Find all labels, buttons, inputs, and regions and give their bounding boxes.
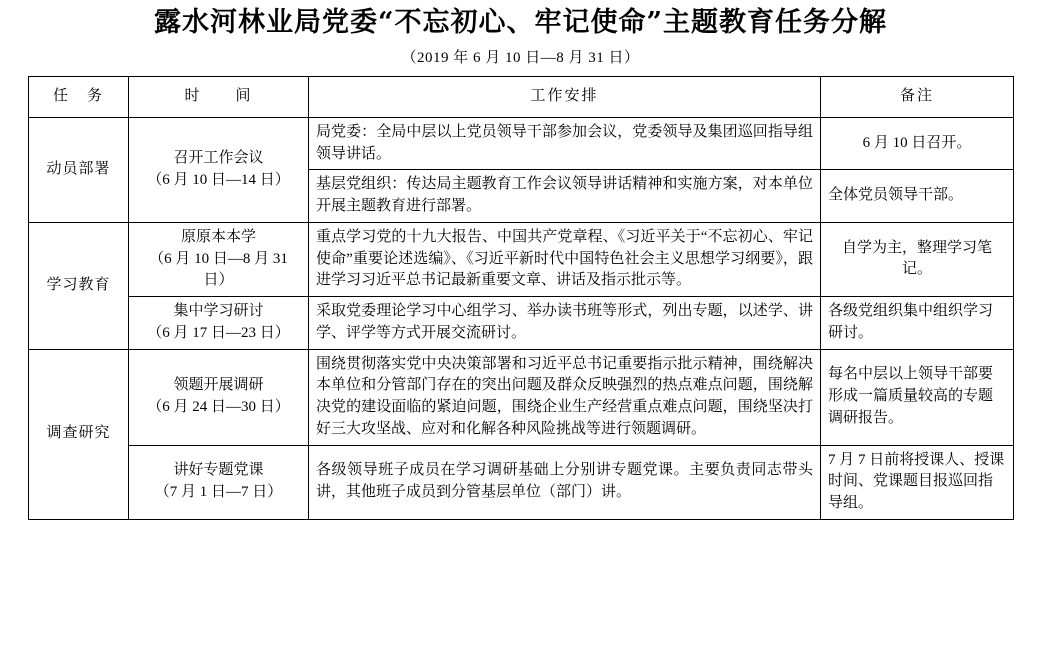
cell-time-line2: （6 月 10 日—8 月 31 日） [149, 250, 288, 289]
cell-task: 学习教育 [29, 222, 129, 349]
column-header-task: 任 务 [29, 76, 129, 117]
document-page [0, 6, 1041, 645]
table-row [29, 445, 1014, 519]
cell-time-line1: 讲好专题党课 [173, 462, 264, 479]
cell-time-line2: （6 月 24 日—30 日） [147, 399, 290, 415]
column-header-note: 备注 [821, 76, 1014, 117]
table-row [29, 117, 1014, 170]
column-header-time: 时 间 [129, 76, 309, 117]
cell-work: 基层党组织：传达局主题教育工作会议领导讲话精神和实施方案，对本单位开展主题教育进行部署。 [309, 170, 821, 223]
cell-note: 各级党组织集中组织学习研讨。 [821, 297, 1014, 350]
cell-work: 各级领导班子成员在学习调研基础上分别讲专题党课。主要负责同志带头讲，其他班子成员到分管基层单位（部门）讲。 [309, 445, 821, 519]
cell-time-line1: 召开工作会议 [173, 150, 264, 166]
table-body [29, 117, 1014, 519]
table-header [29, 76, 1014, 117]
cell-time [129, 445, 309, 519]
cell-work: 围绕贯彻落实党中央决策部署和习近平总书记重要指示批示精神，围绕解决本单位和分管部门存在的突出问题及群众反映强烈的热点难点问题，围绕解决党的建设面临的紧迫问题，围绕企业生产经营重点难点问题，围绕坚决打好三大攻坚战、应对和化解各种风险挑战等进行领题调研。 [309, 349, 821, 445]
cell-time [129, 297, 309, 350]
cell-note: 6 月 10 日召开。 [821, 117, 1014, 170]
cell-work: 重点学习党的十九大报告、中国共产党章程、《习近平关于“不忘初心、牢记使命”重要论述选编》、《习近平新时代中国特色社会主义思想学习纲要》，跟进学习习近平总书记最新重要文章、讲话及指示批示等。 [309, 222, 821, 296]
cell-time-line2: （7 月 1 日—7 日） [154, 484, 283, 501]
cell-note: 每名中层以上领导干部要形成一篇质量较高的专题调研报告。 [821, 349, 1014, 445]
page-subtitle: （2019 年 6 月 10 日—8 月 31 日） [401, 49, 640, 66]
cell-note: 自学为主，整理学习笔记。 [821, 222, 1014, 296]
cell-work: 局党委：全局中层以上党员领导干部参加会议，党委领导及集团巡回指导组领导讲话。 [309, 117, 821, 170]
cell-time-line2: （6 月 17 日—23 日） [147, 324, 290, 341]
page-title: 露水河林业局党委“不忘初心、牢记使命”主题教育任务分解 [153, 7, 888, 38]
column-header-work: 工作安排 [309, 76, 821, 117]
table-row [29, 349, 1014, 445]
cell-time-line1: 领题开展调研 [173, 377, 264, 394]
cell-time [129, 117, 309, 222]
table-row [29, 222, 1014, 296]
cell-time-line2: （6 月 10 日—14 日） [147, 171, 290, 188]
cell-work: 采取党委理论学习中心组学习、举办读书班等形式，列出专题，以述学、讲学、评学等方式开展交流研讨。 [309, 297, 821, 350]
cell-task: 调查研究 [29, 349, 129, 519]
cell-time-line1: 集中学习研讨 [173, 303, 264, 319]
task-breakdown-table [28, 76, 1014, 520]
table-header-row [29, 76, 1014, 117]
cell-task: 动员部署 [29, 117, 129, 222]
cell-time-line1: 原原本本学 [180, 228, 256, 245]
cell-time [129, 222, 309, 296]
table-row [29, 297, 1014, 350]
cell-note: 全体党员领导干部。 [821, 170, 1014, 223]
cell-note: 7 月 7 日前将授课人、授课时间、党课题目报巡回指导组。 [821, 445, 1014, 519]
cell-time [129, 349, 309, 445]
